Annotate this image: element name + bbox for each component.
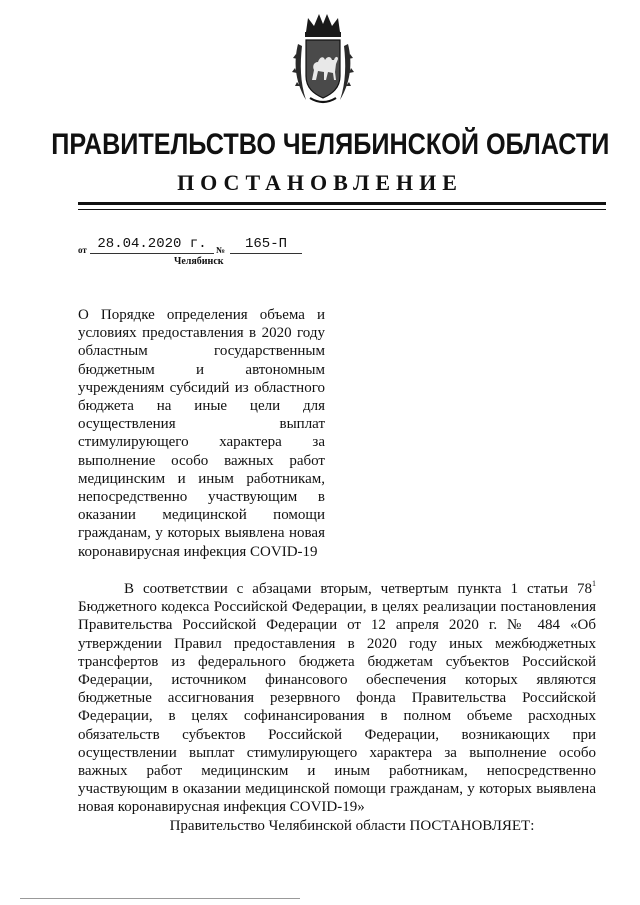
number-field: 165-П bbox=[230, 236, 302, 254]
document-type: ПОСТАНОВЛЕНИЕ bbox=[177, 170, 463, 195]
preamble-paragraph bbox=[78, 580, 596, 817]
from-label: от bbox=[78, 245, 87, 255]
article-superscript: 1 bbox=[592, 579, 596, 588]
number-label: № bbox=[216, 245, 226, 255]
preamble-start: В соответствии с абзацами вторым, четвертым пункта 1 статьи 78 bbox=[124, 581, 592, 597]
city-label: Челябинск bbox=[174, 256, 224, 267]
coat-of-arms-icon bbox=[292, 10, 354, 110]
date-field: 28.04.2020 г. bbox=[90, 236, 214, 254]
header-rule-thick bbox=[78, 202, 606, 205]
decree-line: Правительство Челябинской области ПОСТАНОВЛЯЕТ: bbox=[169, 817, 535, 834]
preamble-rest: Бюджетного кодекса Российской Федерации, в целях реализации постановления Правительства Российской Федерации от 12 апреля 2020 г. № 484 «Об утверждении Правил предоставления в 2020 году иных межбюджетных трансфертов из федерального бюджета бюджетам субъектов Российской Федерации, источником финансового обеспечения которых являются бюджетные ассигнования резервного фонда Правительства Российской Федерации, в целях софинансирования в полном объеме расходных обязательств субъектов Российской Федерации, возникающих при осуществлении выплат стимулирующего характера за выполнение особо важных работ медицинским и иным работникам, непосредственно участвующим в оказании медицинской помощи гражданам, у которых выявлена новая коронавирусная инфекция COVID-19» bbox=[78, 599, 596, 816]
header-rule-thin bbox=[78, 209, 606, 210]
footer-rule bbox=[20, 898, 300, 899]
document-body bbox=[78, 580, 596, 835]
document-subject: О Порядке определения объема и условиях предоставления в 2020 году областным государственным бюджетным и автономным учреждениям субсидий из областного бюджета на иные цели для осуществления выплат стимулирующего характера за выполнение особо важных работ медицинским и иным работникам, непосредственно участвующим в оказании медицинской помощи гражданам, у которых выявлена новая коронавирусная инфекция COVID-19 bbox=[78, 307, 325, 560]
government-title: ПРАВИТЕЛЬСТВО ЧЕЛЯБИНСКОЙ ОБЛАСТИ bbox=[51, 128, 610, 161]
